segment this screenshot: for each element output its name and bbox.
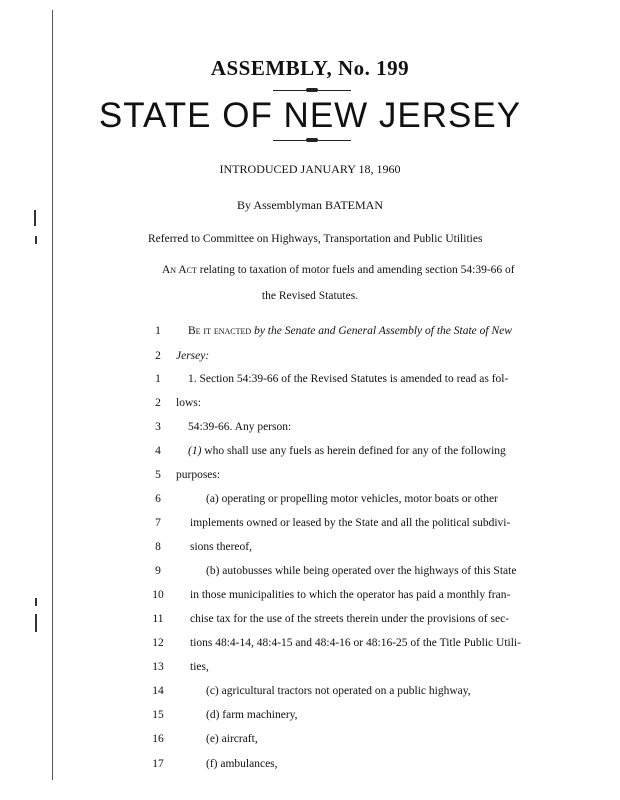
- body-text: (a) operating or propelling motor vehicles, motor boats or other: [206, 493, 498, 505]
- bill-number: ASSEMBLY, No. 199: [210, 56, 410, 80]
- bill-text-line: [206, 493, 498, 505]
- body-text: tions 48:4-14, 48:4-15 and 48:4-16 or 48:16-25 of the Title Public Utili-: [190, 637, 521, 649]
- bill-text-line: [190, 661, 209, 673]
- line-number: 14: [152, 685, 164, 697]
- line-number: 9: [155, 565, 161, 577]
- line-number: 7: [155, 517, 161, 529]
- line-number: 16: [152, 733, 164, 745]
- enacting-clause: Be it enacted: [188, 325, 252, 337]
- body-text: chise tax for the use of the streets therein under the provisions of sec-: [190, 613, 510, 625]
- line-number: 2: [155, 397, 161, 409]
- body-text: (e) aircraft,: [206, 733, 258, 745]
- body-text: ties,: [190, 661, 209, 673]
- line-number: 12: [152, 637, 164, 649]
- margin-mark: [35, 598, 37, 606]
- italic-text: by the Senate and General Assembly of the State of New: [251, 325, 512, 337]
- bill-text-line: [176, 469, 220, 481]
- introduced-date: INTRODUCED JANUARY 18, 1960: [219, 162, 401, 176]
- bill-text-line: [176, 350, 209, 362]
- line-number: 3: [155, 421, 161, 433]
- ornament-rule: [273, 140, 351, 141]
- margin-mark: [35, 614, 37, 632]
- body-text: (c) agricultural tractors not operated on a public highway,: [206, 685, 471, 697]
- body-text: (d) farm machinery,: [206, 709, 298, 721]
- sponsor: By Assemblyman BATEMAN: [236, 198, 383, 212]
- bill-text-line: [188, 421, 291, 433]
- body-text: in those municipalities to which the operator has paid a monthly fran-: [190, 589, 511, 601]
- bill-text-line: [188, 373, 508, 385]
- line-number: 5: [155, 469, 161, 481]
- act-title-line-2: the Revised Statutes.: [261, 290, 359, 302]
- body-text: purposes:: [176, 469, 221, 481]
- committee-referral: Referred to Committee on Highways, Transportation and Public Utilities: [148, 233, 483, 245]
- bill-text-line: [190, 637, 521, 649]
- bill-text-line: [190, 541, 252, 553]
- body-text: implements owned or leased by the State and all the political subdivi-: [190, 517, 511, 529]
- bill-text-line: [190, 613, 509, 625]
- act-prefix: An Act: [162, 264, 197, 276]
- line-number: 8: [155, 541, 161, 553]
- body-text: 1. Section 54:39-66 of the Revised Statutes is amended to read as fol-: [188, 373, 509, 385]
- body-text: who shall use any fuels as herein defined for any of the following: [201, 445, 506, 457]
- line-number: 4: [155, 445, 161, 457]
- bill-text-line: [206, 709, 298, 721]
- line-number: 10: [152, 589, 164, 601]
- bill-text-line: [176, 397, 201, 409]
- bill-text-line: [188, 325, 512, 337]
- body-text: 54:39-66. Any person:: [188, 421, 292, 433]
- act-title-text: relating to taxation of motor fuels and amending section 54:39-66 of: [196, 264, 515, 276]
- state-title: STATE OF NEW JERSEY: [98, 96, 522, 135]
- body-text: lows:: [176, 397, 201, 409]
- line-number: 13: [152, 661, 164, 673]
- line-number: 1: [155, 325, 161, 337]
- body-text: (f) ambulances,: [206, 758, 278, 770]
- line-number: 11: [152, 613, 164, 625]
- line-number: 1: [155, 373, 161, 385]
- bill-text-line: [206, 758, 278, 770]
- line-number: 6: [155, 493, 161, 505]
- body-text: sions thereof,: [190, 541, 252, 553]
- margin-mark: [35, 236, 37, 244]
- bill-text-line: [206, 733, 258, 745]
- act-title-line-1: [162, 264, 515, 276]
- bill-text-line: [190, 589, 510, 601]
- line-number: 15: [152, 709, 164, 721]
- bill-text-line: [206, 565, 516, 577]
- italic-text: Jersey:: [176, 350, 210, 362]
- body-text: (b) autobusses while being operated over the highways of this State: [206, 565, 517, 577]
- line-number: 17: [152, 758, 164, 770]
- line-number: 2: [155, 350, 161, 362]
- bill-text-line: [190, 517, 510, 529]
- bill-text-line: [188, 445, 506, 457]
- italic-text: (1): [188, 445, 202, 457]
- ornament-rule: [273, 90, 351, 91]
- bill-text-line: [206, 685, 471, 697]
